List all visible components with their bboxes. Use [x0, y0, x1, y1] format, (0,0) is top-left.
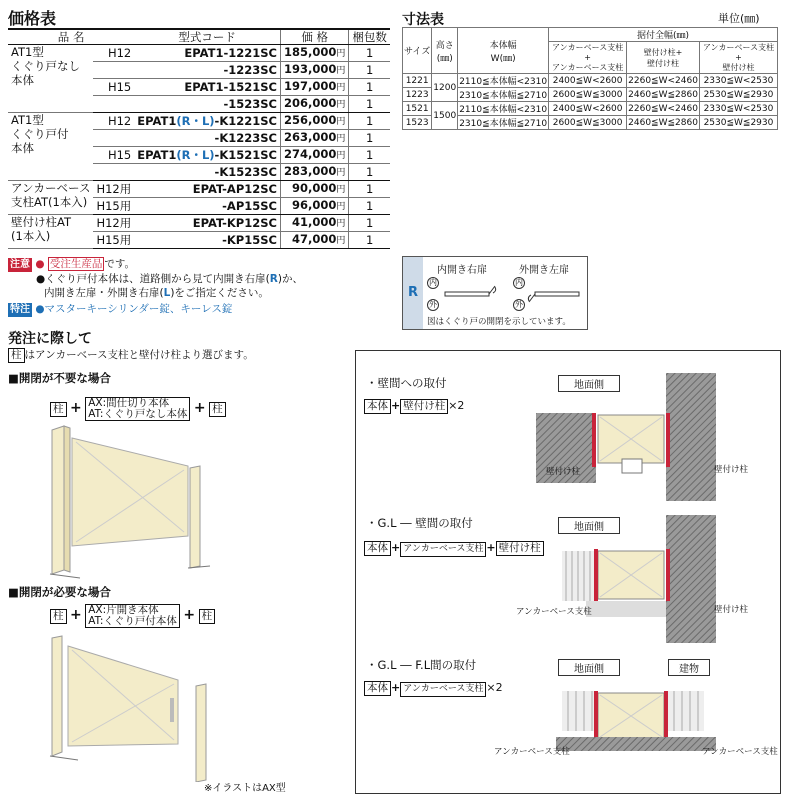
s1-times: ×2	[448, 399, 465, 412]
d-b: 2260≦W<2460	[628, 103, 698, 114]
model-code: EPAT1-1521SC	[134, 79, 280, 96]
price-value	[280, 164, 348, 181]
price-value	[280, 113, 348, 130]
yen-unit: 円	[336, 117, 346, 127]
s1-title: ・壁間への取付	[366, 376, 447, 390]
d-c: 2530≦W≦2930	[699, 88, 777, 102]
plus: +	[70, 607, 82, 623]
d1-ground: 地面側	[558, 375, 620, 392]
d-body: 2310≦本体幅≦2710	[458, 88, 549, 102]
s2-anchor: アンカーベース支柱	[400, 542, 486, 557]
d-b: 2460≦W≦2860	[628, 117, 698, 128]
note-line3: 内開き左扉・外開き右扉(	[44, 287, 164, 299]
model-code: -KP15SC	[134, 232, 280, 249]
package-qty: 1	[349, 45, 390, 62]
order-title: 発注に際して	[8, 331, 92, 347]
product-name-line: アンカーベース	[11, 181, 91, 195]
model-code-part: EPAT1	[137, 114, 177, 128]
plus: +	[183, 607, 196, 623]
d-b: 2260≦W<2460	[628, 75, 698, 86]
product-name-line: くぐり戸付	[11, 127, 69, 141]
door-swing-diagram	[443, 281, 583, 307]
model-code: -1223SC	[134, 62, 280, 79]
r-inner: 内開き右扉	[437, 265, 487, 276]
package-qty: 1	[349, 96, 390, 113]
caution-tag: 注意	[10, 259, 30, 270]
case1-title: ■開閉が不要な場合	[8, 371, 111, 385]
price-value	[280, 147, 348, 164]
gate-illustration-1	[40, 420, 230, 585]
case2-title: ■開閉が必要な場合	[8, 585, 111, 599]
install-diagram-3	[526, 657, 726, 757]
d-c: 2530≦W≦2930	[699, 116, 777, 130]
d-c: 2330≦W<2530	[699, 102, 777, 116]
pillar-box: 柱	[8, 348, 25, 363]
package-qty: 1	[349, 147, 390, 164]
case2-box-line2: AT:くぐり戸付本体	[88, 615, 177, 627]
d3-ground: 地面側	[558, 659, 620, 676]
d-a: 2600≦W≦3000	[549, 116, 627, 130]
size-label	[93, 96, 134, 113]
case2-pillar-a: 柱	[50, 609, 67, 624]
model-code-part: -K1521SC	[214, 148, 277, 162]
plus: +	[193, 400, 206, 416]
col-price: 価 格	[280, 29, 348, 45]
price-amount: 283,000	[283, 164, 337, 178]
d-size: 1521	[403, 102, 432, 116]
col-name: 品 名	[8, 29, 134, 45]
model-code-part: EPAT1	[137, 148, 177, 162]
plus: +	[486, 541, 496, 554]
d2-wall-pillar-label: 壁付け柱	[714, 605, 749, 615]
d-height: 1500	[432, 102, 458, 130]
price-value	[280, 62, 348, 79]
s3-formula	[364, 681, 503, 697]
price-row	[8, 45, 390, 62]
d3-anchor-right: アンカーベース支柱	[702, 747, 778, 757]
price-value	[280, 130, 348, 147]
product-name	[8, 113, 93, 181]
case1-body-box	[85, 397, 190, 421]
feature-tag: 特注	[10, 304, 30, 315]
order-pillar-line	[8, 347, 254, 363]
size-label: H15	[93, 79, 134, 96]
col-qty: 梱包数	[349, 29, 390, 45]
s2-body: 本体	[364, 541, 391, 556]
s3-times: ×2	[486, 681, 503, 694]
size-label: H12用	[93, 215, 134, 232]
case2-box-line1: AX:片開き本体	[88, 604, 159, 616]
case1-formula	[50, 397, 226, 421]
price-title: 価格表	[8, 9, 57, 28]
price-amount: 274,000	[283, 147, 337, 161]
package-qty: 1	[349, 215, 390, 232]
size-label: H15	[93, 147, 134, 164]
s1-formula	[364, 399, 464, 414]
d-body: 2310≦本体幅≦2710	[458, 116, 549, 130]
h-sub-b: 壁付け柱+ 壁付け柱	[627, 42, 700, 74]
package-qty: 1	[349, 232, 390, 249]
note-line3b: )をご指定ください。	[170, 287, 269, 299]
price-value	[280, 232, 348, 249]
dims-title: 寸法表	[402, 12, 444, 28]
size-label	[93, 62, 134, 79]
case1-box-line1: AX:間仕切り本体	[88, 397, 170, 409]
yen-unit: 円	[336, 83, 346, 93]
install-panel	[355, 350, 781, 794]
s2-wall-pillar: 壁付け柱	[496, 541, 544, 556]
size-label: H15用	[93, 232, 134, 249]
model-code: -K1223SC	[134, 130, 280, 147]
note-l: L	[163, 287, 171, 299]
model-code	[134, 113, 280, 130]
product-name-line: AT1型	[11, 113, 44, 127]
r-caption: 図はくぐり戸の開閉を示しています。	[427, 317, 571, 327]
case1-box-line2: AT:くぐり戸なし本体	[88, 408, 188, 420]
product-name	[8, 45, 93, 113]
product-name-line: 本体	[11, 73, 34, 87]
price-amount: 185,000	[283, 45, 337, 59]
yen-unit: 円	[336, 236, 346, 246]
s3-title: ・G.L ― F.L間の取付	[366, 658, 477, 672]
d2-anchor-label: アンカーベース支柱	[516, 607, 592, 617]
r-outer: 外開き左扉	[519, 265, 569, 276]
note-line2: ●くぐり戸付本体は、道路側から見て内開き右扉(	[36, 273, 270, 285]
h-size: サイズ	[403, 28, 432, 74]
model-code-part: (R・L)	[176, 148, 215, 162]
price-amount: 41,000	[291, 215, 337, 229]
case2-body-box	[85, 604, 180, 628]
s3-body: 本体	[364, 681, 391, 696]
model-code-part: (R・L)	[176, 114, 215, 128]
package-qty: 1	[349, 130, 390, 147]
case2-pillar-b: 柱	[199, 609, 216, 624]
case1-pillar-a: 柱	[50, 402, 67, 417]
pillar-text: はアンカーベース支柱と壁付け柱より選びます。	[24, 349, 254, 361]
r-out-mark: 外	[429, 300, 437, 309]
yen-unit: 円	[336, 151, 346, 161]
d-body: 2110≦本体幅<2310	[458, 102, 549, 116]
d1-wall-pillar-right: 壁付け柱	[714, 465, 749, 475]
model-code	[134, 147, 280, 164]
d2-ground: 地面側	[558, 517, 620, 534]
case2-formula	[50, 604, 215, 628]
product-name-line: くぐり戸なし	[11, 59, 80, 73]
price-amount: 193,000	[283, 62, 337, 76]
d-c: 2330≦W<2530	[699, 74, 777, 88]
package-qty: 1	[349, 164, 390, 181]
size-label: H12	[93, 113, 134, 130]
size-label	[93, 164, 134, 181]
r-label: R	[403, 257, 423, 329]
model-code: -K1523SC	[134, 164, 280, 181]
price-value	[280, 198, 348, 215]
plus: +	[70, 400, 82, 416]
size-label: H12用	[93, 181, 134, 198]
price-value	[280, 96, 348, 113]
price-amount: 256,000	[283, 113, 337, 127]
product-name	[8, 215, 93, 249]
s3-anchor: アンカーベース支柱	[400, 682, 486, 697]
d1-wall-pillar-left: 壁付け柱	[546, 467, 581, 477]
model-code: EPAT1-1221SC	[134, 45, 280, 62]
h-sub-a: アンカーベース支柱+ アンカーベース支柱	[549, 42, 627, 74]
s1-body: 本体	[364, 399, 391, 414]
model-code: EPAT-AP12SC	[134, 181, 280, 198]
gate-illustration-2	[40, 632, 230, 782]
model-code-part: -K1221SC	[214, 114, 277, 128]
price-amount: 263,000	[283, 130, 337, 144]
price-row	[8, 113, 390, 130]
yen-unit: 円	[336, 219, 346, 229]
model-code: -1523SC	[134, 96, 280, 113]
yen-unit: 円	[336, 202, 346, 212]
yen-unit: 円	[336, 100, 346, 110]
price-amount: 47,000	[291, 232, 337, 246]
yen-unit: 円	[336, 185, 346, 195]
d-height: 1200	[432, 74, 458, 102]
h-total: 据付全幅(㎜)	[549, 28, 778, 42]
note-line2b: )か、	[277, 273, 303, 285]
install-diagram-1	[526, 373, 726, 503]
yen-unit: 円	[336, 134, 346, 144]
product-name-line: 本体	[11, 141, 34, 155]
made-to-order-suffix: です。	[104, 258, 136, 270]
yen-unit: 円	[336, 168, 346, 178]
notes: 注意 ● 受注生産品 です。 ●くぐり戸付本体は、道路側から見て内開き右扉(R)か、 内開き左扉・外開き右扉(L)をご指定ください。 特注 ●マスターキーシリンダー錠、キーレス錠	[10, 258, 303, 315]
product-name	[8, 181, 93, 215]
price-amount: 206,000	[283, 96, 337, 110]
package-qty: 1	[349, 113, 390, 130]
product-name-line: (1本入)	[11, 229, 51, 243]
h-body: 本体幅 W(㎜)	[458, 28, 549, 74]
d-a: 2600≦W≦3000	[549, 88, 627, 102]
note-r: R	[269, 273, 278, 285]
r-out-mark-2: 外	[515, 300, 523, 309]
product-name-line: 壁付け柱AT	[11, 215, 71, 229]
d-size: 1221	[403, 74, 432, 88]
size-label: H15用	[93, 198, 134, 215]
d3-anchor-left: アンカーベース支柱	[494, 747, 570, 757]
plus: +	[391, 541, 401, 554]
d3-building: 建物	[668, 659, 710, 676]
yen-unit: 円	[336, 66, 346, 76]
price-table	[8, 28, 390, 249]
yen-unit: 円	[336, 49, 346, 59]
price-amount: 96,000	[291, 198, 337, 212]
s2-formula	[364, 541, 544, 557]
price-value	[280, 45, 348, 62]
package-qty: 1	[349, 198, 390, 215]
product-name-line: AT1型	[11, 45, 44, 59]
d-a: 2400≦W<2600	[549, 74, 627, 88]
h-sub-c: アンカーベース支柱+ 壁付け柱	[699, 42, 777, 74]
feature-text: ●マスターキーシリンダー錠、キーレス錠	[35, 303, 233, 315]
price-value	[280, 79, 348, 96]
r-in-mark: 内	[429, 278, 437, 287]
made-to-order: 受注生産品	[49, 258, 103, 270]
d-body: 2110≦本体幅<2310	[458, 74, 549, 88]
install-diagram-2	[526, 515, 726, 645]
package-qty: 1	[349, 181, 390, 198]
d-b: 2460≦W≦2860	[628, 89, 698, 100]
col-code: 型式コード	[134, 29, 280, 45]
price-row	[8, 181, 390, 198]
price-value	[280, 215, 348, 232]
price-amount: 90,000	[291, 181, 337, 195]
package-qty: 1	[349, 79, 390, 96]
price-row	[8, 215, 390, 232]
dims-unit: 単位(㎜)	[718, 12, 760, 25]
package-qty: 1	[349, 62, 390, 79]
d-a: 2400≦W<2600	[549, 102, 627, 116]
dims-table	[402, 27, 778, 130]
d-size: 1523	[403, 116, 432, 130]
r-in-mark-2: 内	[515, 278, 523, 287]
model-code: EPAT-KP12SC	[134, 215, 280, 232]
s1-wall-pillar: 壁付け柱	[400, 399, 448, 414]
size-label	[93, 130, 134, 147]
plus: +	[391, 681, 401, 694]
illust-note: ※イラストはAX型	[204, 783, 286, 794]
h-height: 高さ (㎜)	[432, 28, 458, 74]
product-name-line: 支柱AT(1本入)	[11, 195, 88, 209]
model-code: -AP15SC	[134, 198, 280, 215]
size-label: H12	[93, 45, 134, 62]
s2-title: ・G.L ― 壁間の取付	[366, 516, 473, 530]
d-size: 1223	[403, 88, 432, 102]
plus: +	[391, 399, 401, 412]
r-box	[402, 256, 588, 330]
case1-pillar-b: 柱	[209, 402, 226, 417]
price-value	[280, 181, 348, 198]
price-amount: 197,000	[283, 79, 337, 93]
